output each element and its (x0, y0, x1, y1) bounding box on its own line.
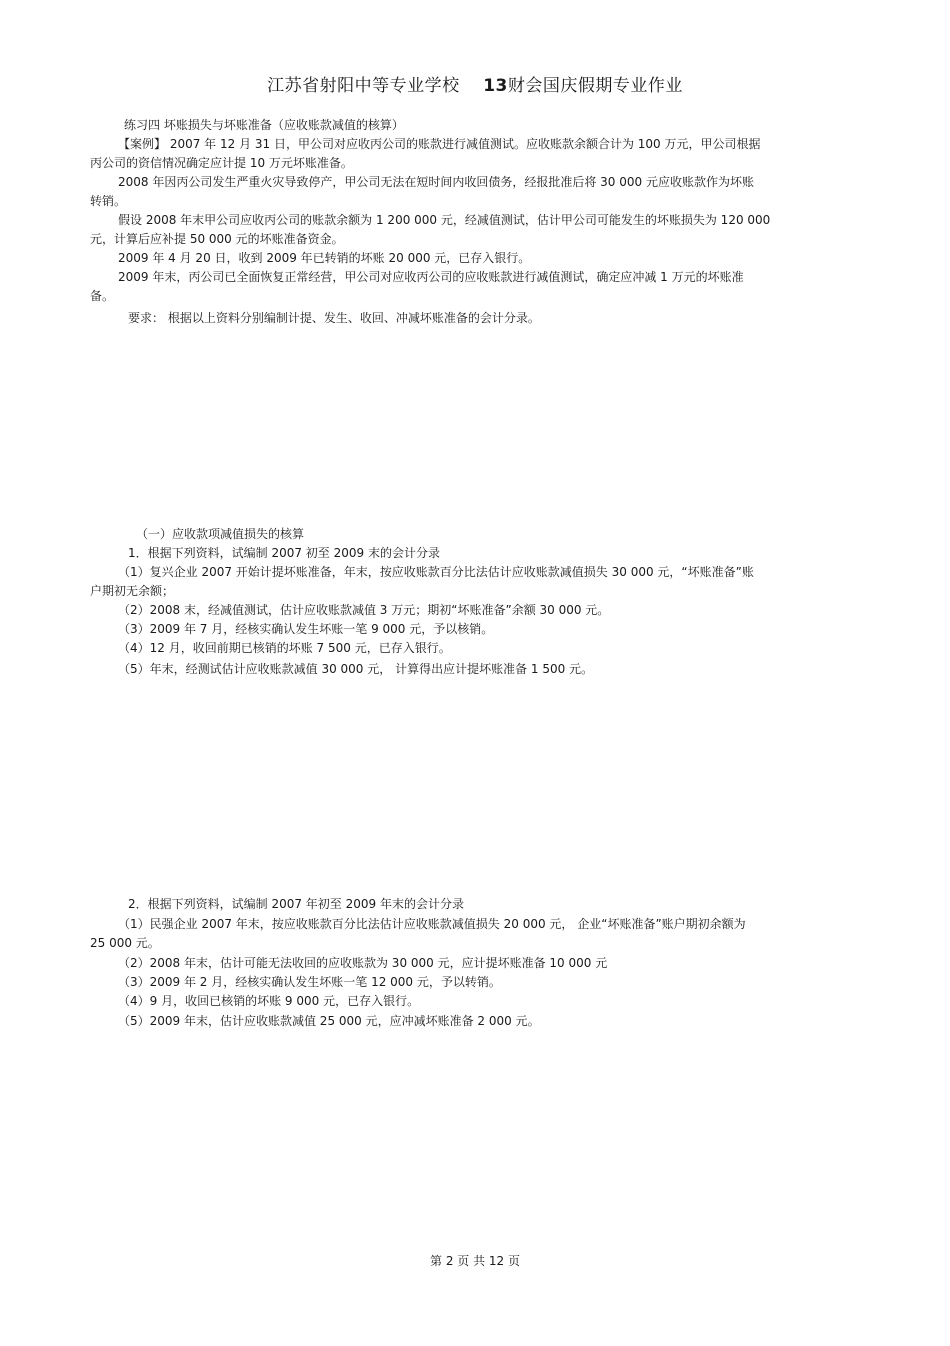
question-1-line: （2）2008 末，经减值测试，估计应收账款减值 3 万元；期初“坏账准备”余额 30 000 元。 (118, 603, 610, 617)
question-2-line: （2）2008 年末，估计可能无法收回的应收账款为 30 000 元，应计提坏账准备 10 000 元 (118, 956, 608, 970)
section-heading: （一）应收款项减值损失的核算 (136, 527, 305, 541)
exercise-line: 备。 (90, 289, 115, 303)
exercise-line: 假设 2008 年末甲公司应收丙公司的账款余额为 1 200 000 元，经减值测试，估计甲公司可能发生的坏账损失为 120 000 (118, 213, 771, 227)
page-title (0, 71, 950, 96)
question-1-line: 户期初无余额； (90, 584, 175, 598)
question-2-heading: 2．根据下列资料，试编制 2007 年初至 2009 年末的会计分录 (128, 897, 464, 911)
question-2-line: 25 000 元。 (90, 936, 160, 950)
question-1-line: （3）2009 年 7 月，经核实确认发生坏账一笔 9 000 元，予以核销。 (118, 622, 494, 636)
title-school: 江苏省射阳中等专业学校 (267, 76, 460, 96)
exercise-line: 转销。 (90, 194, 127, 208)
exercise-heading: 练习四 坏账损失与坏账准备（应收账款减值的核算） (124, 118, 404, 132)
exercise-line: 丙公司的资信情况确定应计提 10 万元坏账准备。 (90, 156, 353, 170)
exercise-line: 元，计算后应补提 50 000 元的坏账准备资金。 (90, 232, 344, 246)
exercise-line: 2009 年末，丙公司已全面恢复正常经营，甲公司对应收丙公司的应收账款进行减值测试，确定应冲减 1 万元的坏账准 (118, 270, 744, 284)
question-1-line: （4）12 月，收回前期已核销的坏账 7 500 元，已存入银行。 (118, 641, 451, 655)
question-2-line: （1）民强企业 2007 年末，按应收账款百分比法估计应收账款减值损失 20 000 元， 企业“坏账准备”账户期初余额为 (118, 917, 746, 931)
question-1-heading: 1．根据下列资料，试编制 2007 初至 2009 末的会计分录 (128, 546, 440, 560)
exercise-line: 2009 年 4 月 20 日，收到 2009 年已转销的坏账 20 000 元，已存入银行。 (118, 251, 531, 265)
question-1-line: （1）复兴企业 2007 开始计提坏账准备，年末，按应收账款百分比法估计应收账款减值损失 30 000 元，“坏账准备”账 (118, 565, 754, 579)
exercise-requirement: 要求： 根据以上资料分别编制计提、发生、收回、冲减坏账准备的会计分录。 (128, 311, 540, 325)
question-1-line: （5）年末，经测试估计应收账款减值 30 000 元， 计算得出应计提坏账准备 1 500 元。 (118, 662, 594, 676)
title-class-number: 13 (483, 76, 508, 96)
exercise-line: 2008 年因丙公司发生严重火灾导致停产，甲公司无法在短时间内收回债务，经报批准后将 30 000 元应收账款作为坏账 (118, 175, 754, 189)
title-rest: 财会国庆假期专业作业 (507, 76, 683, 96)
page-number-footer: 第 2 页 共 12 页 (430, 1254, 520, 1268)
question-2-line: （4）9 月，收回已核销的坏账 9 000 元，已存入银行。 (118, 994, 420, 1008)
question-2-line: （3）2009 年 2 月，经核实确认发生坏账一笔 12 000 元，予以转销。 (118, 975, 501, 989)
question-2-line: （5）2009 年末，估计应收账款减值 25 000 元，应冲减坏账准备 2 000 元。 (118, 1014, 540, 1028)
exercise-line: 【案例】 2007 年 12 月 31 日，甲公司对应收丙公司的账款进行减值测试。应收账款余额合计为 100 万元，甲公司根据 (118, 137, 761, 151)
